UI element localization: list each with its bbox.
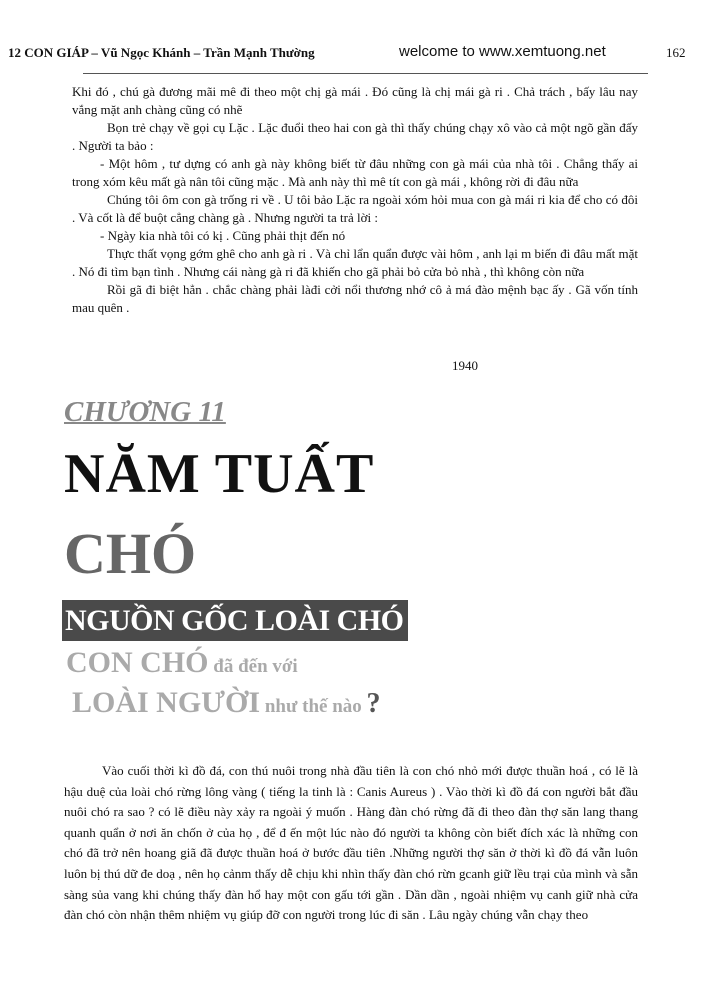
subheading-emphasis: CON CHÓ xyxy=(66,646,209,679)
subheading-emphasis: LOÀI NGƯỜI xyxy=(72,686,261,719)
section-heading: NGUỒN GỐC LOÀI CHÓ xyxy=(62,600,408,641)
paragraph: Rồi gã đi biệt hẳn . chắc chàng phải làđi cởi nổi thương nhớ cô ả má đào mệnh bạc ấy . Gã vốn tính mau quên . xyxy=(72,282,638,315)
question-mark: ? xyxy=(366,688,381,719)
chapter-title-line2: CHÓ xyxy=(64,521,197,586)
page-header xyxy=(0,42,702,66)
subheading-text: như thế nào xyxy=(260,696,367,717)
dialogue-paragraph: - Một hôm , tư dựng có anh gà này không biết từ đâu những con gà mái của nhà tôi . Chẳng thấy ai trong xóm kêu mất gà nân tôi cũng mặc . Mà anh này thì mê tít con gà mái , không rời đi đâu nữa xyxy=(72,156,638,189)
chapter-title-line1: NĂM TUẤT xyxy=(64,443,375,505)
subheading-text: đã đến với xyxy=(208,656,298,677)
header-book-title: 12 CON GIÁP – Vũ Ngọc Khánh – Trần Mạnh Thường xyxy=(8,45,315,60)
header-divider xyxy=(83,73,648,74)
page-number: 162 xyxy=(666,45,686,60)
subheading-line1 xyxy=(66,646,298,680)
story-year: 1940 xyxy=(452,358,478,373)
paragraph: Chúng tôi ôm con gà trống ri về . U tôi bảo Lặc ra ngoài xóm hỏi mua con gà mái ri kia để cho có đôi . Và cốt là để buột cẳng chàng gà . Nhưng người ta trả lời : xyxy=(72,192,638,225)
story-text xyxy=(72,83,638,317)
paragraph: Thực thất vọng gớm ghê cho anh gà ri . Và chỉ lẩn quẩn được vài hôm , anh lại m biến đi đâu mất mặt . Nó đi tìm bạn tình . Nhưng cái nàng gà ri đã khiến cho gã phải bỏ cửa bỏ nhà , thì không còn nữa xyxy=(72,246,638,279)
header-website: welcome to www.xemtuong.net xyxy=(399,43,606,60)
paragraph: Khi đó , chú gà đương mãi mê đi theo một chị gà mái . Đó cũng là chị mái gà ri . Chả trách , bấy lâu nay vắng mặt anh chàng cũng có nhẽ xyxy=(72,84,638,117)
subheading-line2 xyxy=(72,686,381,720)
paragraph: Bọn trẻ chạy về gọi cụ Lặc . Lặc đuổi theo hai con gà thì thấy chúng chạy xô vào cả một ngõ gần đấy . Người ta bảo : xyxy=(72,120,638,153)
chapter-label: CHƯƠNG 11 xyxy=(64,396,226,428)
dialogue-paragraph: - Ngày kia nhà tôi có kị . Cũng phải thịt đến nó xyxy=(100,228,346,243)
body-paragraph: Vào cuối thời kì đồ đá, con thú nuôi trong nhà đầu tiên là con chó nhỏ mới được thuần hoá , có lẽ là hậu duệ của loài chó rừng lông vàng ( tiếng la tinh là : Canis Aureus ) . Vào thời kì đồ đá con người bắt đầu nuôi chó ra sao ? có lẽ điều này xảy ra ngoài ý muốn . Hàng đàn chó rừng đã đi theo đàn thợ săn lang thang quanh quẩn ở nơi ăn chốn ở của họ , để đ ến một lúc nào đó người ta không còn biết đích xác là những con chó đã trở nên hoang giã đã được thuần hoá ở bước đầu tiên .Những người thợ săn ở thời kì đồ đá vẫn luôn luôn bị thú dữ đe doạ , nên họ cảnm thấy dễ chịu khi nhìn thấy đàn chó rừn gcanh giữ lều trại của mình và sẵn sàng sủa vang khi chúng thấy đàn hổ hay một con gấu tới gần . Dần dần , ngoài nhiệm vụ canh giữ nhà cửa đàn chó còn nhận thêm nhiệm vụ giúp đỡ con người trong lúc đi săn . Lâu ngày chúng vẫn chạy theo xyxy=(64,763,638,923)
